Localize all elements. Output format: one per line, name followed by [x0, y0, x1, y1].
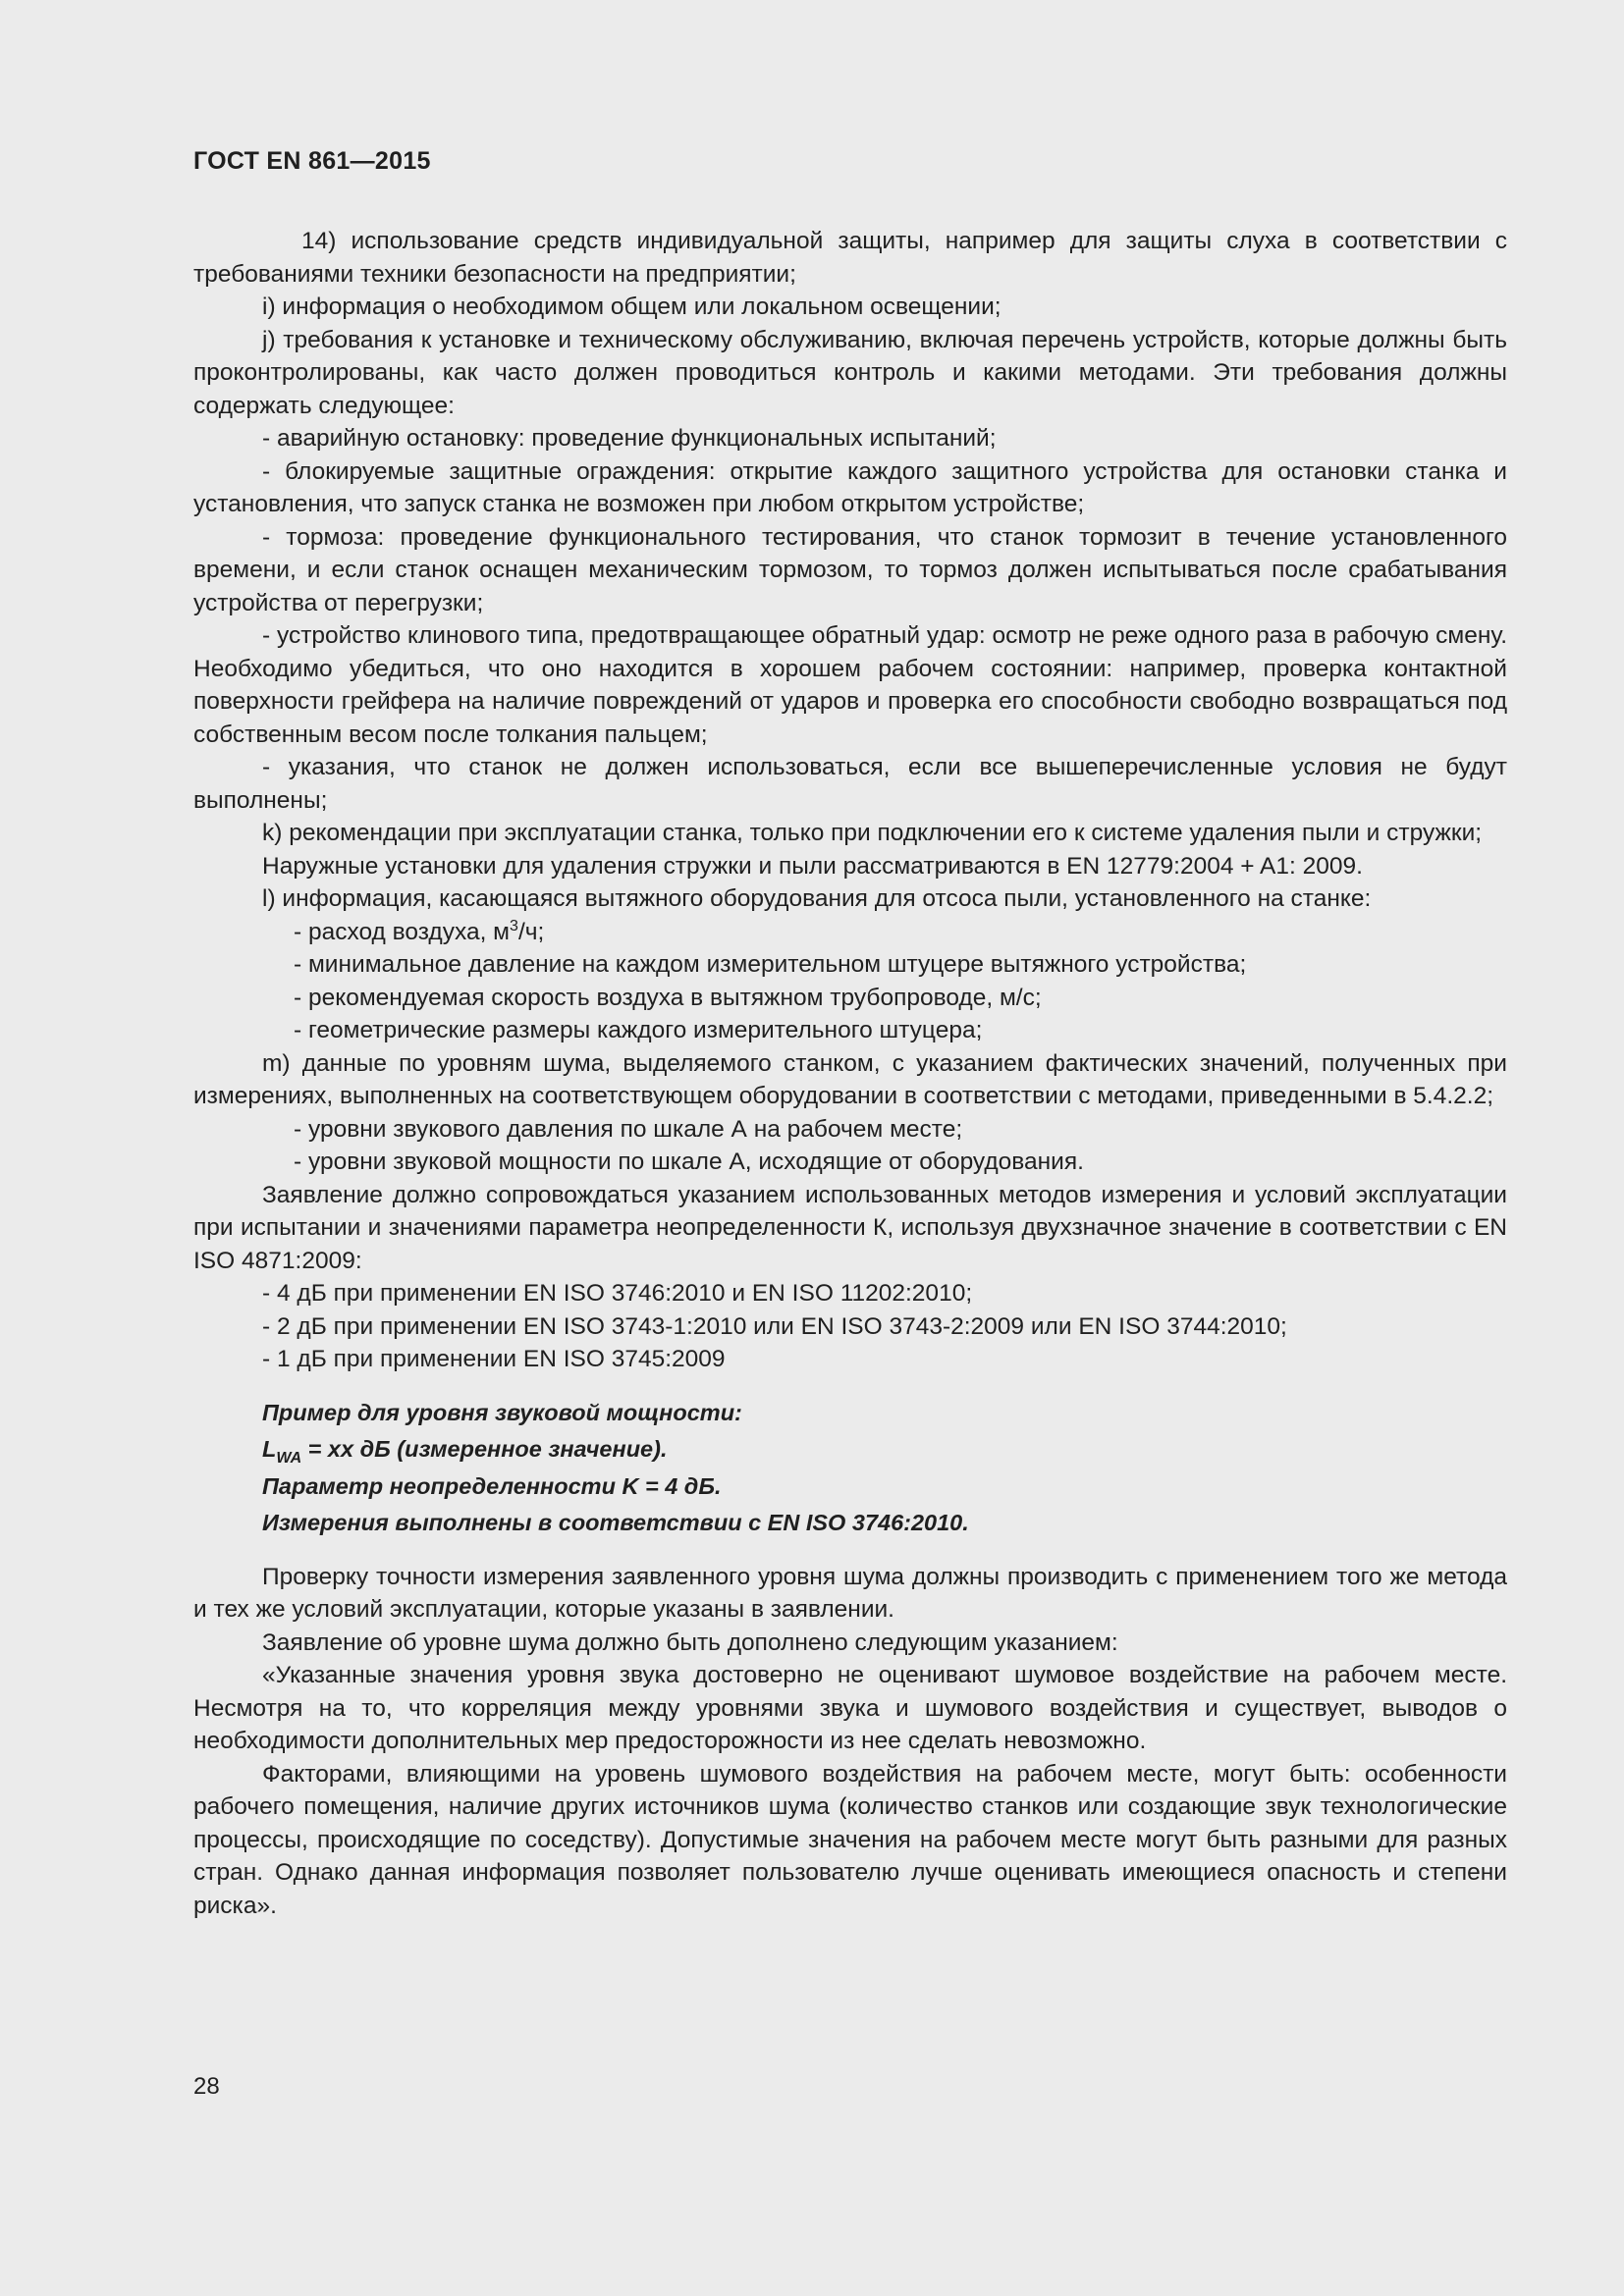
list-item: - аварийную остановку: проведение функциональных испытаний;	[262, 425, 997, 452]
paragraph-item-k: k) рекомендации при эксплуатации станка, только при подключении его к системе удаления пыли и стружки;	[262, 820, 1483, 846]
paragraph-supplement: Заявление об уровне шума должно быть дополнено следующим указанием:	[262, 1629, 1118, 1656]
list-item-air-flow	[193, 916, 1507, 949]
superscript-3: 3	[510, 917, 518, 934]
example-lwa-line	[262, 1431, 1507, 1468]
list-item: - 4 дБ при применении EN ISO 3746:2010 и EN ISO 11202:2010;	[262, 1280, 973, 1307]
list-item: - уровни звукового давления по шкале А на рабочем месте;	[294, 1115, 963, 1143]
air-flow-text: - расход воздуха, м	[294, 918, 511, 945]
document-body	[193, 225, 1507, 1922]
example-uncertainty: Параметр неопределенности K = 4 дБ.	[262, 1472, 722, 1499]
list-item: - 2 дБ при применении EN ISO 3743-1:2010 или EN ISO 3743-2:2009 или EN ISO 3744:2010;	[262, 1312, 1287, 1340]
lwa-value: = хх дБ (измеренное значение).	[301, 1436, 668, 1462]
list-item: - блокируемые защитные ограждения: открытие каждого защитного устройства для остановки станка и установления, что запуск станка не возможен при любом открытом устройстве;	[193, 457, 1507, 517]
list-item: - устройство клинового типа, предотвращающее обратный удар: осмотр не реже одного раза в рабочую смену. Необходимо убедиться, что оно находится в хорошем рабочем состоянии: например, проверка контактной поверхности грейфера на наличие повреждений от ударов и проверка его способности свободно возвращаться под собственным весом после толкания пальцем;	[193, 622, 1507, 748]
list-item: - 1 дБ при применении EN ISO 3745:2009	[262, 1346, 726, 1372]
paragraph-item-m: m) данные по уровням шума, выделяемого станком, с указанием фактических значений, полученных при измерениях, выполненных на соответствующем оборудовании в соответствии с методами, приведенными в 5.4.2.2;	[193, 1049, 1507, 1109]
paragraph-item-j: j) требования к установке и техническому обслуживанию, включая перечень устройств, которые должны быть проконтролированы, как часто должен проводиться контроль и какими методами. Эти требования должны содержать следующее:	[193, 326, 1507, 419]
paragraph-item-i: i) информация о необходимом общем или локальном освещении;	[262, 294, 1001, 320]
list-item: - минимальное давление на каждом измерительном штуцере вытяжного устройства;	[294, 951, 1247, 978]
example-block	[193, 1395, 1507, 1542]
list-item: - рекомендуемая скорость воздуха в вытяжном трубопроводе, м/с;	[294, 984, 1042, 1011]
paragraph-statement: Заявление должно сопровождаться указанием использованных методов измерения и условий эксплуатации при испытании и значениями параметра неопределенности К, используя двухзначное значение в соответствии с EN ISO 4871:2009:	[193, 1181, 1507, 1274]
list-item: - тормоза: проведение функционального тестирования, что станок тормозит в течение установленного времени, и если станок оснащен механическим тормозом, то тормоз должен испытываться после срабатывания устройства от перегрузки;	[193, 523, 1507, 616]
paragraph-item-14: 14) использование средств индивидуальной защиты, например для защиты слуха в соответствии с требованиями техники безопасности на предприятии;	[193, 228, 1507, 288]
page-number: 28	[193, 2073, 220, 2100]
lwa-subscript: WA	[276, 1450, 302, 1467]
air-flow-unit: /ч;	[517, 918, 545, 945]
paragraph-quote-1: «Указанные значения уровня звука достоверно не оценивают шумовое воздействие на рабочем месте. Несмотря на то, что корреляция между уровнями звука и шумового воздействия и существует, выводов о необходимости дополнительных мер предосторожности из нее сделать невозможно.	[193, 1662, 1507, 1754]
paragraph-quote-2: Факторами, влияющими на уровень шумового воздействия на рабочем месте, могут быть: особенности рабочего помещения, наличие других источников шума (количество станков или создающие звук технологические процессы, происходящие по соседству). Допустимые значения на рабочем месте могут быть разными для разных стран. Однако данная информация позволяет пользователю лучше оценивать имеющиеся опасность и степени риска».	[193, 1760, 1507, 1919]
paragraph-note: Наружные установки для удаления стружки и пыли рассматриваются в EN 12779:2004 + A1: 2009.	[262, 852, 1363, 880]
paragraph-verification: Проверку точности измерения заявленного уровня шума должны производить с применением того же метода и тех же условий эксплуатации, которые указаны в заявлении.	[193, 1563, 1507, 1623]
example-title: Пример для уровня звуковой мощности:	[262, 1399, 742, 1425]
list-item: - уровни звуковой мощности по шкале А, исходящие от оборудования.	[294, 1148, 1084, 1175]
paragraph-item-l: l) информация, касающаяся вытяжного оборудования для отсоса пыли, установленного на станке:	[262, 885, 1372, 912]
lwa-symbol: L	[262, 1436, 277, 1462]
list-item: - указания, что станок не должен использоваться, если все вышеперечисленные условия не будут выполнены;	[193, 754, 1507, 814]
list-item: - геометрические размеры каждого измерительного штуцера;	[294, 1017, 983, 1043]
document-header: ГОСТ EN 861—2015	[193, 147, 431, 175]
example-method: Измерения выполнены в соответствии с EN ISO 3746:2010.	[262, 1510, 969, 1535]
